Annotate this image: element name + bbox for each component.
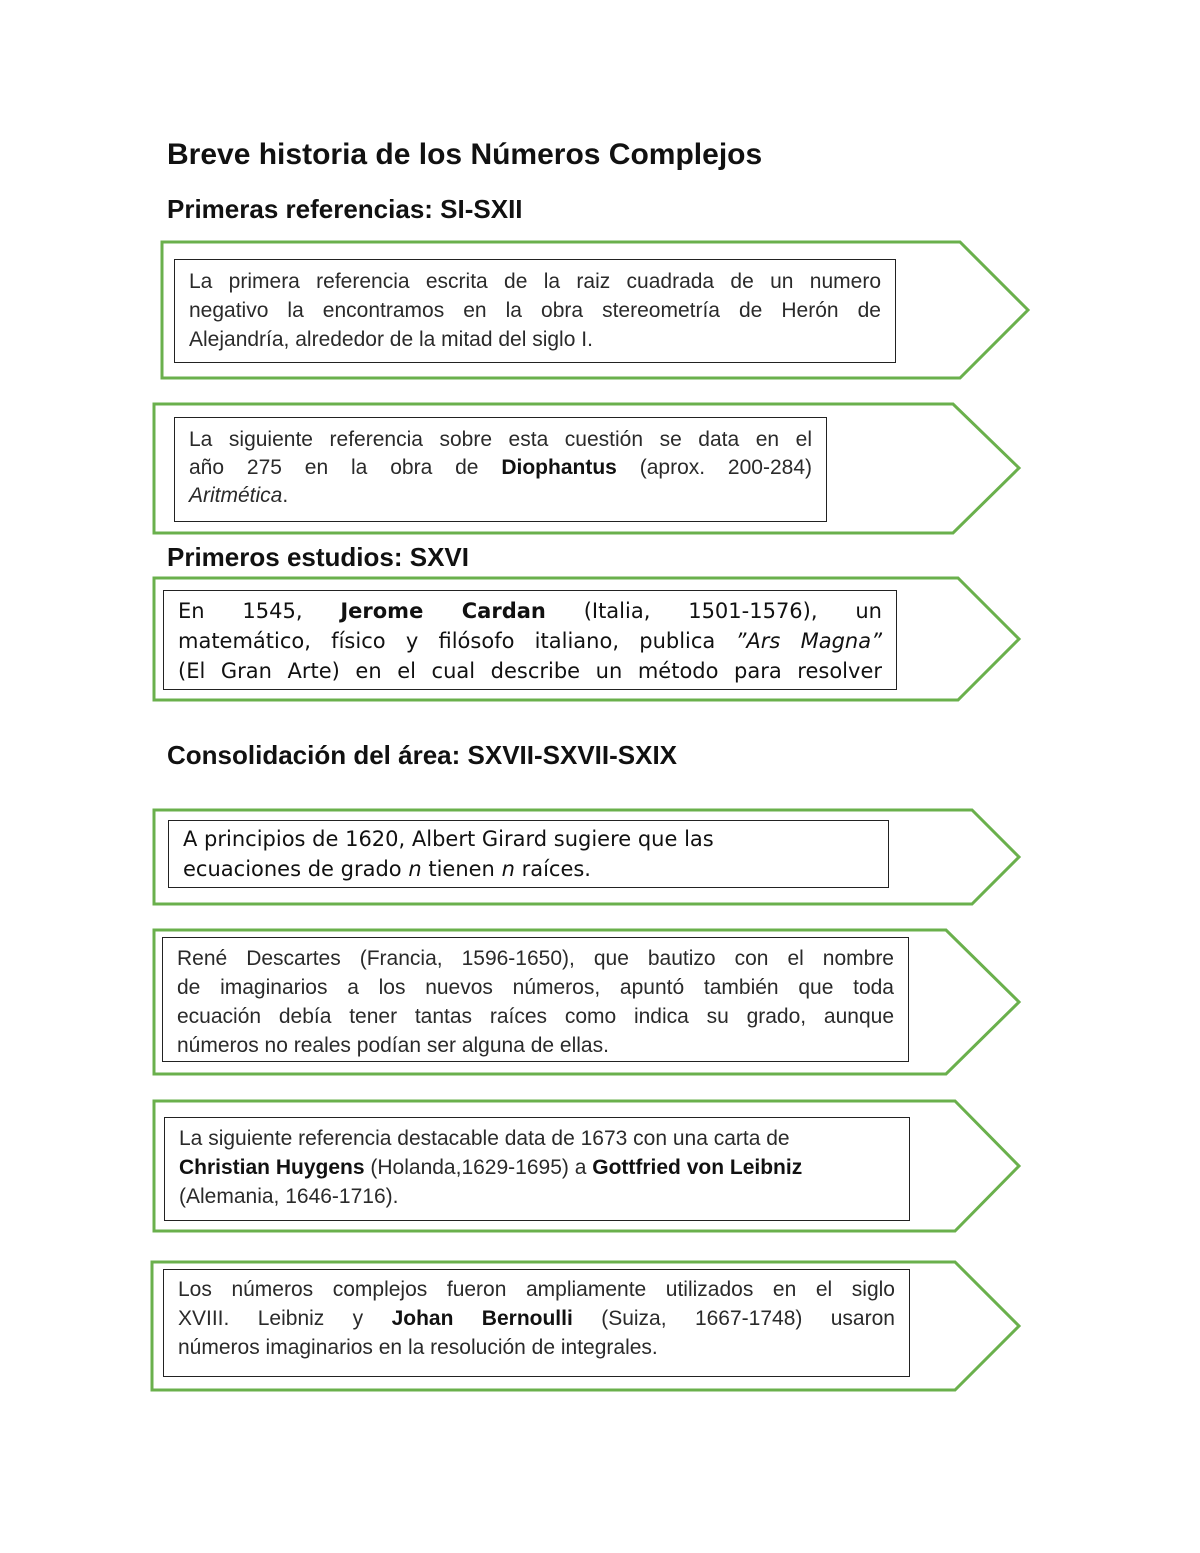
- name-huygens: Christian Huygens: [179, 1156, 365, 1179]
- text-box-huygens: [164, 1117, 910, 1221]
- text-line: año 275 en la obra de Diophantus (aprox. 200-284): [189, 456, 812, 479]
- text-box-descartes: [162, 937, 909, 1062]
- text-line: (El Gran Arte) en el cual describe un método para resolver: [178, 659, 882, 683]
- text-line: ecuación debía tener tantas raíces como indica su grado, aunque: [177, 1005, 894, 1028]
- text-box-heron: [174, 259, 896, 363]
- text-line: números no reales podían ser alguna de ellas.: [177, 1034, 609, 1057]
- name-cardan: Jerome Cardan: [340, 599, 546, 623]
- text-line: Alejandría, alrededor de la mitad del siglo I.: [189, 328, 593, 351]
- work-title-aritmetica: Aritmética: [189, 484, 283, 507]
- text-box-diophantus: [174, 417, 827, 522]
- text-box-bernoulli: [163, 1269, 910, 1377]
- text-line: La siguiente referencia destacable data de 1673 con una carta de: [179, 1127, 790, 1150]
- text-line: números imaginarios en la resolución de integrales.: [178, 1336, 658, 1359]
- name-diophantus: Diophantus: [501, 456, 617, 479]
- text-line: Christian Huygens (Holanda,1629-1695) a Gottfried von Leibniz: [179, 1156, 803, 1179]
- text-line: En 1545, Jerome Cardan (Italia, 1501-1576), un: [178, 599, 882, 623]
- text-line: La siguiente referencia sobre esta cuestión se data en el: [189, 428, 812, 451]
- section-heading-primeras-referencias: Primeras referencias: SI-SXII: [167, 194, 523, 224]
- text-line: XVIII. Leibniz y Johan Bernoulli (Suiza, 1667-1748) usaron: [178, 1307, 895, 1330]
- text-line: negativo la encontramos en la obra stereometría de Herón de: [189, 299, 881, 322]
- text-line: matemático, físico y filósofo italiano, publica ”Ars Magna”: [178, 629, 882, 653]
- text-line: de imaginarios a los nuevos números, apuntó también que toda: [177, 976, 894, 999]
- text-line: René Descartes (Francia, 1596-1650), que bautizo con el nombre: [177, 947, 894, 970]
- text-line: La primera referencia escrita de la raiz cuadrada de un numero: [189, 270, 881, 293]
- section-heading-consolidacion: Consolidación del área: SXVII-SXVII-SXIX: [167, 740, 678, 770]
- text-box-cardan: [163, 590, 897, 690]
- name-bernoulli: Johan Bernoulli: [391, 1307, 573, 1330]
- name-leibniz: Gottfried von Leibniz: [592, 1156, 803, 1179]
- text-line: A principios de 1620, Albert Girard sugiere que las: [183, 827, 714, 851]
- text-line: Aritmética.: [189, 484, 289, 507]
- page-title: Breve historia de los Números Complejos: [167, 138, 763, 171]
- text-line: Los números complejos fueron ampliamente utilizados en el siglo: [178, 1278, 895, 1301]
- text-line: ecuaciones de grado n tienen n raíces.: [183, 857, 591, 881]
- text-line: (Alemania, 1646-1716).: [179, 1185, 399, 1208]
- section-heading-primeros-estudios: Primeros estudios: SXVI: [167, 542, 469, 572]
- text-box-girard: [168, 820, 889, 888]
- work-title-ars-magna: ”Ars Magna”: [735, 629, 882, 653]
